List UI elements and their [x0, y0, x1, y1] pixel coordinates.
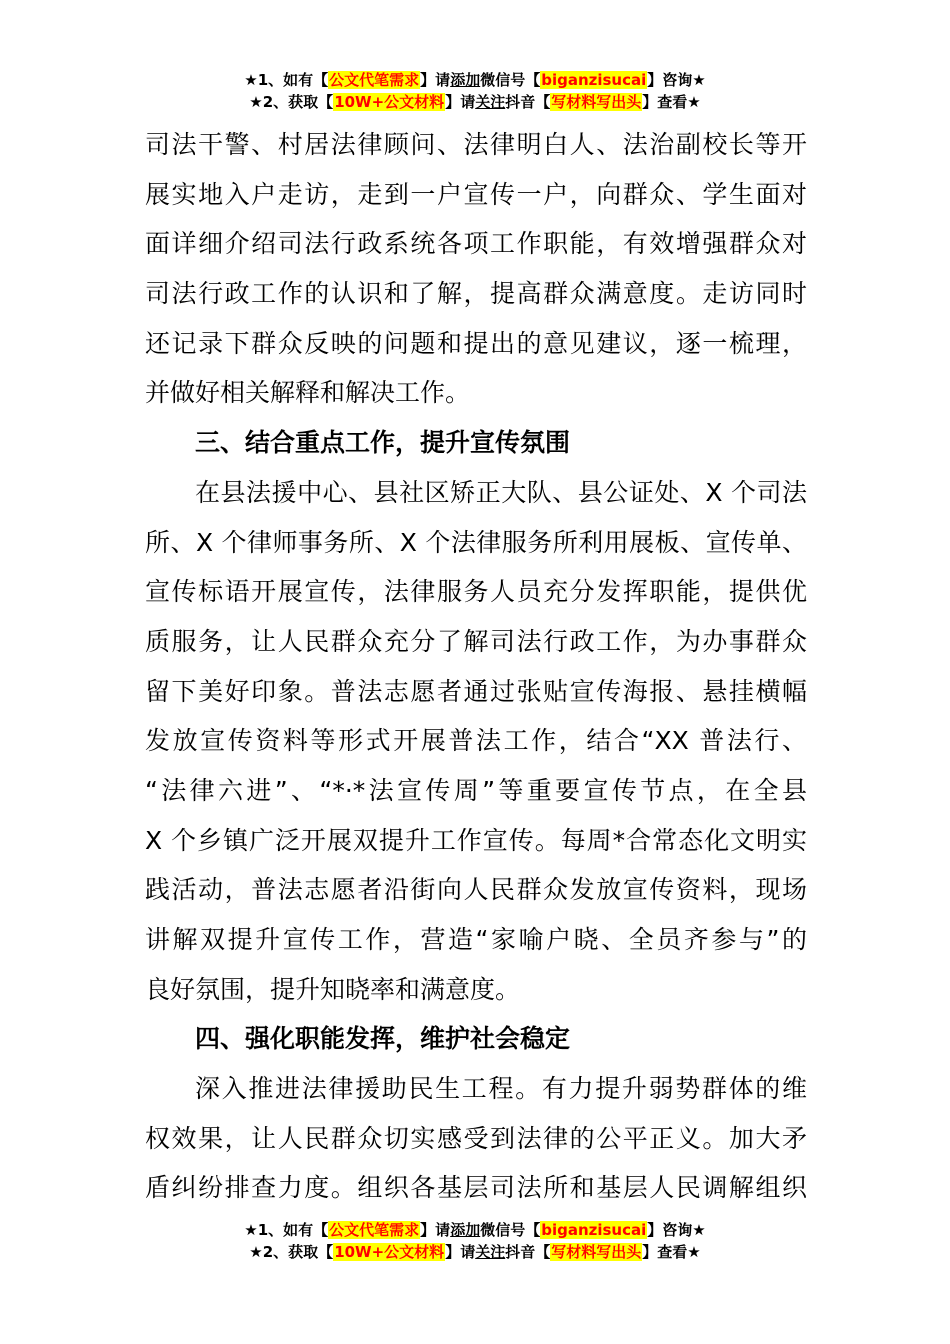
body-line: 发放宣传资料等形式开展普法工作，结合“XX 普法行、	[145, 726, 807, 756]
body-line: 展实地入户走访，走到一户宣传一户，向群众、学生面对	[145, 179, 807, 209]
banner-text: 微信号【	[480, 71, 541, 89]
body-line: 所、X 个律师事务所、X 个法律服务所利用展板、宣传单、	[145, 527, 807, 557]
body-line: 还记录下群众反映的问题和提出的意见建议，逐一梳理，	[145, 328, 807, 358]
banner-text: 】请	[420, 1221, 451, 1239]
body-line: 讲解双提升宣传工作，营造“家喻户晓、全员齐参与”的	[145, 925, 807, 954]
banner-text: 】查看★	[642, 1243, 701, 1261]
body-line: 盾纠纷排查力度。组织各基层司法所和基层人民调解组织	[145, 1173, 807, 1203]
banner-text: 抖音【	[505, 93, 551, 111]
banner-wechat-id: biganzisucai	[541, 71, 647, 89]
footer-banner	[0, 1219, 950, 1263]
banner-text: ★2、获取【	[249, 1243, 334, 1261]
banner-text: 】请	[420, 71, 451, 89]
banner-text: 】查看★	[642, 93, 701, 111]
banner-highlight: 写材料写出头	[551, 1243, 642, 1261]
banner-highlight: 写材料写出头	[551, 93, 642, 111]
header-banner	[0, 69, 950, 113]
banner-text: 】请	[445, 93, 476, 111]
body-line: 并做好相关解释和解决工作。	[145, 378, 471, 408]
banner-text: 微信号【	[480, 1221, 541, 1239]
banner-highlight: 10W+公文材料	[334, 93, 445, 111]
body-line: 留下美好印象。普法志愿者通过张贴宣传海报、悬挂横幅	[145, 676, 807, 706]
banner-text: 】咨询★	[647, 71, 706, 89]
body-line: 宣传标语开展宣传，法律服务人员充分发挥职能，提供优	[145, 577, 807, 607]
body-line: 良好氛围，提升知晓率和满意度。	[145, 974, 521, 1004]
body-line: 面详细介绍司法行政系统各项工作职能，有效增强群众对	[145, 229, 807, 259]
banner-highlight: 公文代笔需求	[329, 71, 420, 89]
banner-text: 关注	[475, 1243, 506, 1261]
banner-text: 添加	[450, 1221, 481, 1239]
body-line: 质服务，让人民群众充分了解司法行政工作，为办事群众	[145, 626, 807, 656]
body-line: 践活动，普法志愿者沿街向人民群众发放宣传资料，现场	[145, 875, 807, 905]
banner-highlight: 10W+公文材料	[334, 1243, 445, 1261]
body-line: 司法干警、村居法律顾问、法律明白人、法治副校长等开	[145, 130, 807, 159]
section-heading-4: 四、强化职能发挥，维护社会稳定	[195, 1024, 571, 1054]
body-line: 司法行政工作的认识和了解，提高群众满意度。走访同时	[145, 279, 807, 309]
banner-line-2	[0, 91, 950, 113]
banner-text: ★1、如有【	[244, 1221, 329, 1239]
banner-line-1	[0, 69, 950, 91]
banner-text: 关注	[475, 93, 506, 111]
body-line: 在县法援中心、县社区矫正大队、县公证处、X 个司法	[195, 477, 807, 507]
banner-line-1	[0, 1219, 950, 1241]
banner-text: 添加	[450, 71, 481, 89]
section-heading-3: 三、结合重点工作，提升宣传氛围	[195, 428, 571, 458]
body-line: “法律六进”、“*·*法宣传周”等重要宣传节点，在全县	[145, 775, 807, 805]
banner-text: ★2、获取【	[249, 93, 334, 111]
banner-text: 】咨询★	[647, 1221, 706, 1239]
banner-line-2	[0, 1241, 950, 1263]
body-line: 深入推进法律援助民生工程。有力提升弱势群体的维	[195, 1074, 807, 1104]
document-body	[145, 120, 807, 1213]
banner-highlight: 公文代笔需求	[329, 1221, 420, 1239]
banner-wechat-id: biganzisucai	[541, 1221, 647, 1239]
banner-text: 】请	[445, 1243, 476, 1261]
banner-text: ★1、如有【	[244, 71, 329, 89]
body-line: 权效果，让人民群众切实感受到法律的公平正义。加大矛	[145, 1123, 807, 1153]
banner-text: 抖音【	[505, 1243, 551, 1261]
body-line: X 个乡镇广泛开展双提升工作宣传。每周*合常态化文明实	[145, 825, 807, 855]
